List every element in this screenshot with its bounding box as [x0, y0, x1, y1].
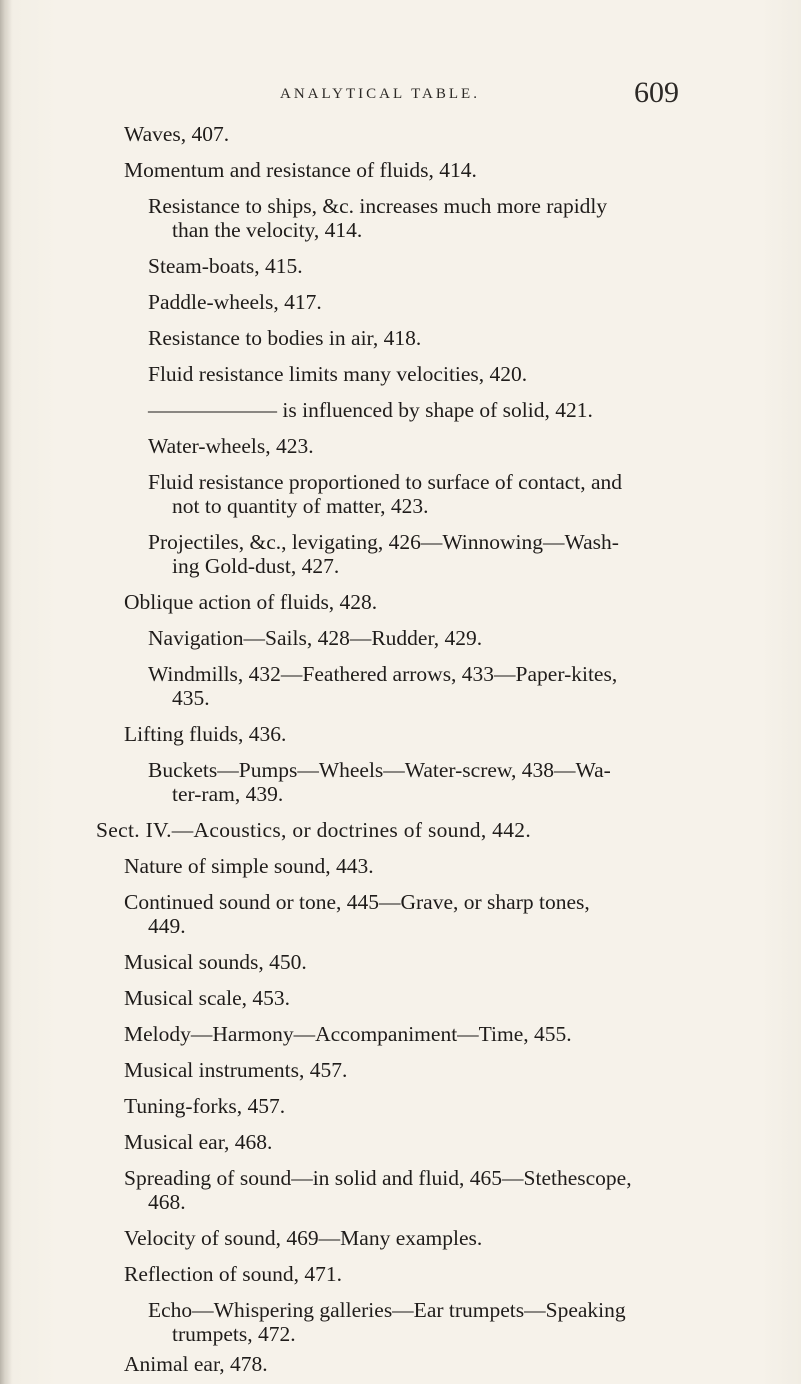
page-header	[0, 76, 801, 116]
entry-line: Reflection of sound, 471.	[124, 1262, 342, 1286]
entry-line: Lifting fluids, 436.	[124, 722, 287, 746]
entry-line: Water-wheels, 423.	[148, 434, 314, 458]
entry-line: not to quantity of matter, 423.	[172, 494, 429, 518]
entry-line: Resistance to bodies in air, 418.	[148, 326, 422, 350]
entry-line: Resistance to ships, &c. increases much more rapidly	[148, 194, 608, 218]
index-entry	[124, 1166, 632, 1214]
entry-line: Momentum and resistance of fluids, 414.	[124, 158, 477, 182]
index-entry	[124, 1022, 572, 1046]
index-entry	[124, 890, 590, 938]
entry-line: Musical instruments, 457.	[124, 1058, 348, 1082]
entry-line: Projectiles, &c., levigating, 426—Winnowing—Wash-	[148, 530, 619, 554]
entry-line: Sect. IV.—Acoustics, or doctrines of sound, 442.	[96, 818, 531, 842]
index-entry	[124, 158, 477, 182]
index-entry	[148, 662, 617, 710]
index-entry	[148, 626, 482, 650]
entry-line: Tuning-forks, 457.	[124, 1094, 286, 1118]
entry-line: Fluid resistance limits many velocities, 420.	[148, 362, 528, 386]
entry-line: Animal ear, 478.	[124, 1352, 268, 1376]
entry-line: Musical ear, 468.	[124, 1130, 273, 1154]
page-number: 609	[634, 76, 679, 109]
entry-line: Windmills, 432—Feathered arrows, 433—Paper-kites,	[148, 662, 618, 686]
entry-line: Melody—Harmony—Accompaniment—Time, 455.	[124, 1022, 572, 1046]
entry-line: 449.	[148, 914, 186, 938]
index-entry	[124, 1226, 482, 1250]
entry-line: trumpets, 472.	[172, 1322, 296, 1346]
index-entry	[124, 1130, 272, 1154]
entry-line: ter-ram, 439.	[172, 782, 284, 806]
index-entry	[148, 434, 314, 458]
entry-line: Navigation—Sails, 428—Rudder, 429.	[148, 626, 483, 650]
entry-line: Oblique action of fluids, 428.	[124, 590, 378, 614]
entry-line: Continued sound or tone, 445—Grave, or sharp tones,	[124, 890, 590, 914]
index-entry	[124, 722, 286, 746]
entry-line: Musical scale, 453.	[124, 986, 290, 1010]
entry-line: Echo—Whispering galleries—Ear trumpets—Speaking	[148, 1298, 626, 1322]
index-entry	[124, 1352, 268, 1376]
index-entry	[148, 290, 322, 314]
index-entry	[148, 326, 421, 350]
index-entry	[148, 530, 619, 578]
entry-line: Buckets—Pumps—Wheels—Water-screw, 438—Wa-	[148, 758, 611, 782]
index-entry	[124, 986, 290, 1010]
entry-line: Paddle-wheels, 417.	[148, 290, 322, 314]
section-heading	[96, 818, 531, 842]
index-entry	[124, 950, 307, 974]
index-entry	[148, 194, 607, 242]
entry-line: Nature of simple sound, 443.	[124, 854, 374, 878]
index-entry	[148, 254, 303, 278]
index-entry	[124, 1094, 285, 1118]
entry-line: ing Gold-dust, 427.	[172, 554, 340, 578]
entry-line: 468.	[148, 1190, 186, 1214]
entry-line: Fluid resistance proportioned to surface of contact, and	[148, 470, 623, 494]
index-entry	[124, 1058, 347, 1082]
entry-line: than the velocity, 414.	[172, 218, 363, 242]
entry-line: —————— is influenced by shape of solid, 421.	[148, 398, 593, 422]
index-entry	[148, 470, 622, 518]
page-binding-shadow	[0, 0, 12, 1384]
index-entry	[148, 1298, 626, 1346]
entry-line: Waves, 407.	[124, 122, 230, 146]
index-entry	[124, 122, 229, 146]
entry-line: Spreading of sound—in solid and fluid, 465—Stethescope,	[124, 1166, 632, 1190]
entry-line: Velocity of sound, 469—Many examples.	[124, 1226, 483, 1250]
index-entry	[148, 398, 593, 422]
entry-line: Steam-boats, 415.	[148, 254, 303, 278]
entry-line: 435.	[172, 686, 210, 710]
index-entry	[124, 854, 374, 878]
index-entry	[124, 1262, 342, 1286]
index-entry	[148, 362, 527, 386]
entry-line: Musical sounds, 450.	[124, 950, 307, 974]
running-title: ANALYTICAL TABLE.	[280, 86, 480, 102]
index-entry	[124, 590, 377, 614]
index-entry	[148, 758, 611, 806]
